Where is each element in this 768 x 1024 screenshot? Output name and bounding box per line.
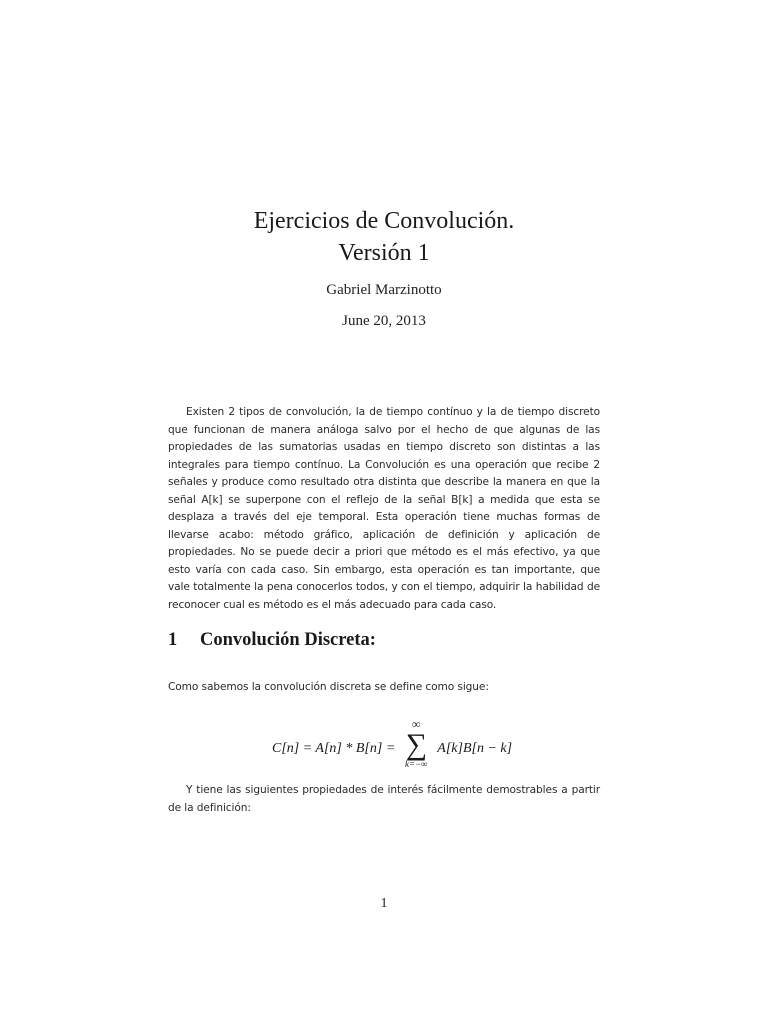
section-title: Convolución Discreta: xyxy=(200,630,376,650)
section-number: 1 xyxy=(168,630,178,650)
sum-lower-limit: k=−∞ xyxy=(405,759,428,769)
sum-upper-limit: ∞ xyxy=(412,717,421,731)
author-name: Gabriel Marzinotto xyxy=(326,282,442,298)
equation-row xyxy=(272,717,513,769)
summation xyxy=(399,717,433,769)
page-number: 1 xyxy=(380,896,388,911)
title-line-2: Versión 1 xyxy=(338,240,430,266)
intro-text: Como sabemos la convolución discreta se define como sigue: xyxy=(168,681,489,693)
abstract-paragraph: Existen 2 tipos de convolución, la de tiempo contínuo y la de tiempo discreto que funcionan de manera análoga salvo por el hecho de que algunas de las propiedades de las sumatorias usadas en tiempo discreto son distintas a las integrales para tiempo contínuo. La Convolución es una operación que recibe 2 señales y produce como resultado otra distinta que describe la manera en que la señal A[k] se superpone con el reflejo de la señal B[k] a medida que esta se desplaza a través del eje temporal. Esta operación tiene muchas formas de llevarse acabo: método gráfico, aplicación de definición y aplicación de propiedades. No se puede decir a priori que método es el más efectivo, ya que esto varía con cada caso. Sin embargo, esta operación es tan importante, que vale totalmente la pena conocerlos todos, y con el tiempo, adquirir la habilidad de reconocer cual es método es el más adecuado para cada caso. xyxy=(168,406,600,611)
equation-lhs: C[n] = A[n] * B[n] = xyxy=(272,741,396,756)
convolution-equation xyxy=(0,717,768,769)
section-heading xyxy=(168,628,376,652)
sum-symbol: ∑ xyxy=(405,728,427,761)
title-line-1: Ejercicios de Convolución. xyxy=(253,208,515,234)
equation-rhs: A[k]B[n − k] xyxy=(437,741,513,756)
properties-paragraph: Y tiene las siguientes propiedades de interés fácilmente demostrables a partir de la definición: xyxy=(168,784,600,814)
document-date: June 20, 2013 xyxy=(342,313,426,329)
document-title xyxy=(0,205,768,269)
